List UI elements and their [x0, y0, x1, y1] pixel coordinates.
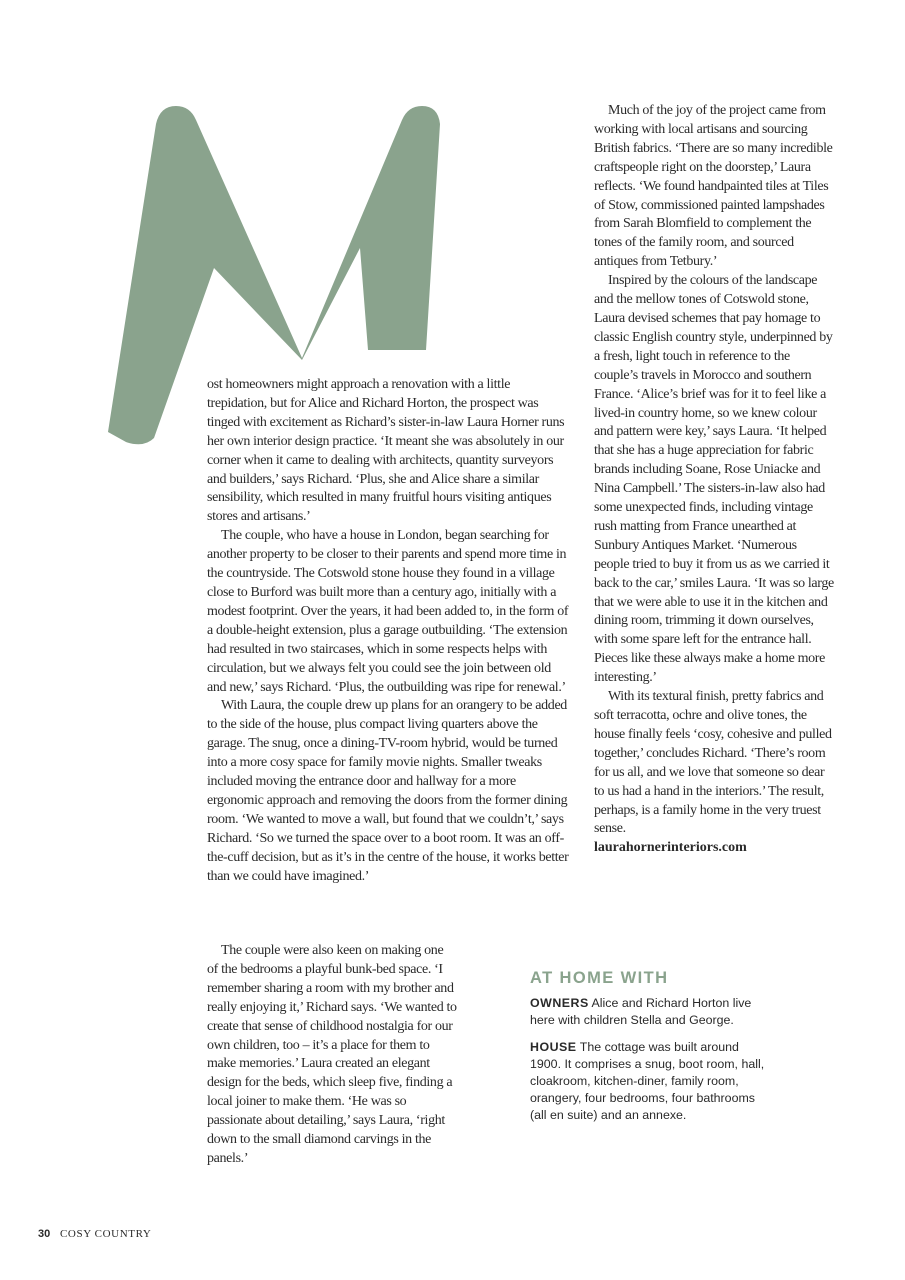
paragraph: Much of the joy of the project came from working with local artisans and sourcing British fabrics. ‘There are so many incredible craftspeople right on the doorstep,’ Laura reflects. ‘We found handpainted tiles at Tiles of Stow, commissioned painted lampshades from Sarah Blomfield to complement the tones of the family room, and sourced antiques from Tetbury.’	[594, 103, 833, 270]
infobox-heading: AT HOME WITH	[530, 969, 669, 987]
at-home-with-box	[530, 970, 770, 1134]
owners-label: OWNERS	[530, 996, 589, 1010]
owners-text: Alice and Richard Horton live here with children Stella and George.	[530, 996, 752, 1027]
house-text: The cottage was built around 1900. It comprises a snug, boot room, hall, cloakroom, kitchen-diner, family room, orangery, four bedrooms, four bathrooms (all en suite) and an annexe.	[530, 1040, 765, 1122]
article-column-left-top	[207, 376, 569, 886]
paragraph: Inspired by the colours of the landscape and the mellow tones of Cotswold stone, Laura devised schemes that pay homage to classic English country style, underpinned by a fresh, light touch in reference to the couple’s travels in Morocco and southern France. ‘Alice’s brief was for it to feel like a lived-in country home, so we knew colour and pattern were key,’ says Laura. ‘It helped that she has a huge appreciation for fabric brands including Soane, Rose Uniacke and Nina Campbell.’ The sisters-in-law also had some unexpected finds, including vintage rush matting from France unearthed at Sunbury Antiques Market. ‘Numerous people tried to buy it from us as we carried it back to the car,’ smiles Laura. ‘It was so large that we were able to use it in the kitchen and dining room, trimming it down ourselves, with some spare left for the entrance hall. Pieces like these always make a home more interesting.’	[594, 273, 834, 686]
article-column-right	[594, 102, 834, 858]
page-footer	[38, 1228, 151, 1240]
paragraph: ost homeowners might approach a renovation with a little trepidation, but for Alice and Richard Horton, the prospect was tinged with excitement as Richard’s sister-in-law Laura Horner runs her own interior design practice. ‘It meant she was absolutely in our corner when it came to dealing with architects, quantity surveyors and builders,’ says Richard. ‘Plus, she and Alice share a similar sensibility, which resulted in many fruitful hours visiting antiques stores and artisans.’	[207, 377, 565, 525]
website-link[interactable]: laurahornerinteriors.com	[594, 840, 747, 856]
paragraph: The couple were also keen on making one of the bedrooms a playful bunk-bed space. ‘I remember sharing a room with my brother and really enjoying it,’ Richard says. ‘We wanted to create that sense of childhood nostalgia for our own children, too – it’s a place for them to make memories.’ Laura created an elegant design for the beds, which sleep five, finding a local joiner to make them. ‘He was so passionate about detailing,’ says Laura, ‘right down to the small diamond carvings in the panels.’	[207, 943, 457, 1166]
article-column-left-bottom	[207, 942, 457, 1169]
house-label: HOUSE	[530, 1040, 577, 1054]
page-number: 30	[38, 1228, 51, 1240]
house-entry	[530, 1039, 770, 1124]
paragraph: With its textural finish, pretty fabrics and soft terracotta, ochre and olive tones, the house finally feels ‘cosy, cohesive and pulled together,’ concludes Richard. ‘There’s room for us all, and we love that someone so dear to us had a hand in the interiors.’ The result, perhaps, is a family home in the very truest sense.	[594, 689, 832, 837]
paragraph: The couple, who have a house in London, began searching for another property to be closer to their parents and spend more time in the countryside. The Cotswold stone house they found in a village close to Burford was built more than a century ago, initially with a modest footprint. Over the years, it had been added to, in the form of a double-height extension, plus a garage outbuilding. ‘The extension had resulted in two staircases, which in some respects helps with circulation, but we always felt you could see the join between old and new,’ says Richard. ‘Plus, the outbuilding was ripe for renewal.’	[207, 528, 569, 695]
magazine-name: COSY COUNTRY	[60, 1228, 152, 1240]
owners-entry	[530, 995, 770, 1029]
paragraph: With Laura, the couple drew up plans for an orangery to be added to the side of the house, plus compact living quarters above the garage. The snug, once a dining-TV-room hybrid, would be turned into a more cosy space for family movie nights. Smaller tweaks included moving the entrance door and hallway for a more ergonomic approach and removing the doors from the former dining room. ‘We wanted to move a wall, but found that we couldn’t,’ says Richard. ‘So we turned the space over to a boot room. It was an off-the-cuff decision, but as it’s in the centre of the house, it works better than we could have imagined.’	[207, 698, 569, 884]
